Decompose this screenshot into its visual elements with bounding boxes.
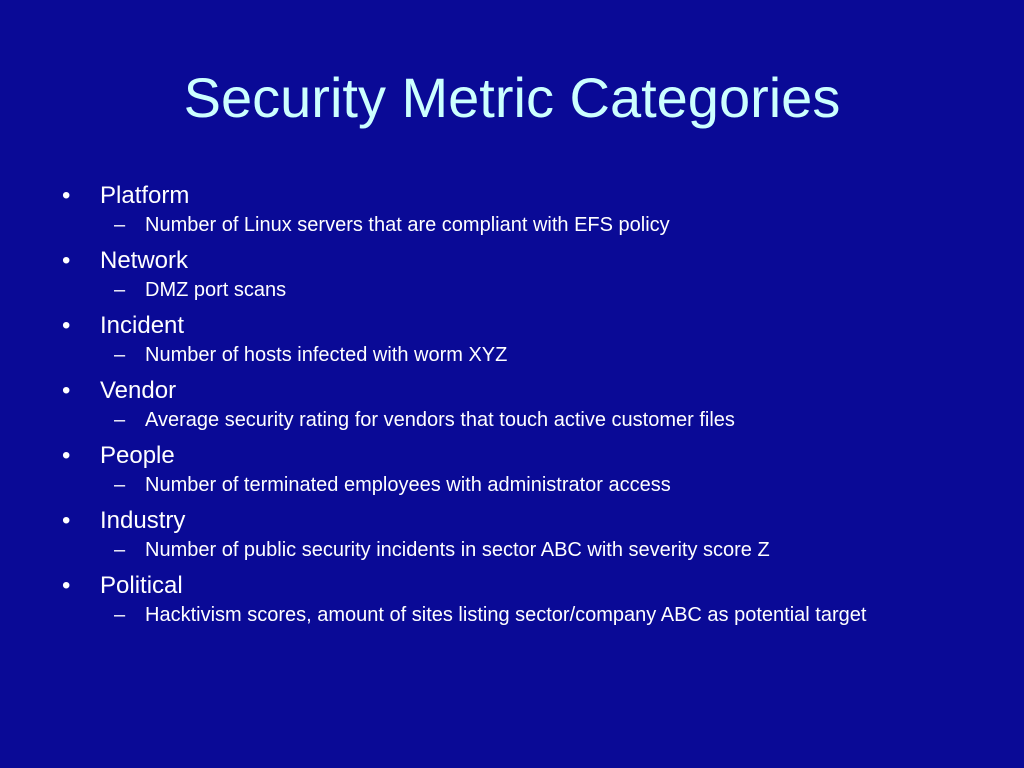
sub-bullet-marker: – [114,409,126,431]
sub-bullet-marker: – [114,539,126,561]
bullet-row [62,245,962,277]
bullet-item-industry [62,505,962,562]
sub-bullet-item [62,537,962,562]
sub-bullet-list [62,537,962,562]
sub-bullet-item [62,277,962,302]
sub-bullet-item [62,407,962,432]
sub-bullet-marker: – [114,474,126,496]
bullet-label: Incident [100,312,185,339]
bullet-row [62,440,962,472]
slide-title: Security Metric Categories [183,66,841,129]
sub-bullet-item [62,602,962,627]
sub-bullet-list [62,472,962,497]
sub-bullet-item [62,212,962,237]
sub-bullet-text: DMZ port scans [145,279,287,301]
sub-bullet-text: Number of hosts infected with worm XYZ [145,344,508,366]
bullet-item-people [62,440,962,497]
bullet-marker: • [62,247,71,274]
sub-bullet-text: Number of public security incidents in sector ABC with severity score Z [145,539,770,561]
sub-bullet-text: Number of Linux servers that are compliant with EFS policy [145,214,670,236]
bullet-label: Industry [100,507,186,534]
sub-bullet-marker: – [114,279,126,301]
bullet-marker: • [62,572,71,599]
bullet-label: Platform [100,182,190,209]
bullet-row [62,505,962,537]
bullet-marker: • [62,182,71,209]
sub-bullet-list [62,342,962,367]
sub-bullet-list [62,602,962,627]
bullet-marker: • [62,312,71,339]
sub-bullet-text: Hacktivism scores, amount of sites listing sector/company ABC as potential target [145,604,867,626]
sub-bullet-list [62,407,962,432]
sub-bullet-item [62,472,962,497]
sub-bullet-item [62,342,962,367]
bullet-label: People [100,442,175,469]
bullet-item-vendor [62,375,962,432]
sub-bullet-marker: – [114,604,126,626]
sub-bullet-list [62,212,962,237]
bullet-row [62,180,962,212]
bullet-list [62,180,962,627]
bullet-label: Vendor [100,377,177,404]
sub-bullet-text: Number of terminated employees with administrator access [145,474,671,496]
bullet-marker: • [62,507,71,534]
bullet-item-network [62,245,962,302]
sub-bullet-marker: – [114,214,126,236]
bullet-item-political [62,570,962,627]
sub-bullet-marker: – [114,344,126,366]
bullet-label: Political [100,572,183,599]
bullet-item-platform [62,180,962,237]
sub-bullet-list [62,277,962,302]
bullet-row [62,570,962,602]
bullet-marker: • [62,442,71,469]
bullet-marker: • [62,377,71,404]
bullet-label: Network [100,247,189,274]
bullet-item-incident [62,310,962,367]
bullet-row [62,310,962,342]
bullet-row [62,375,962,407]
sub-bullet-text: Average security rating for vendors that touch active customer files [145,409,735,431]
